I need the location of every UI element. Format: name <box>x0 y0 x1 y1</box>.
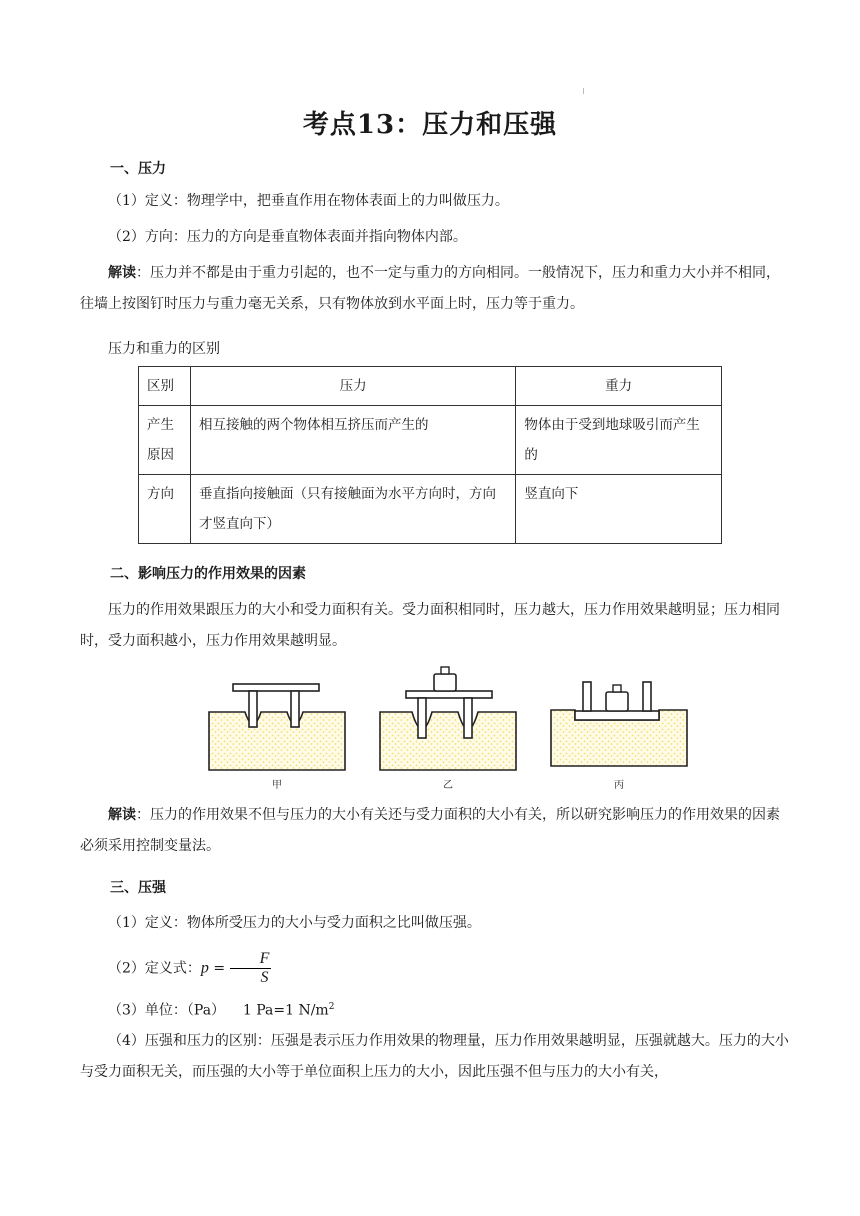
intensity-definition: （1）定义：物体所受压力的大小与受力面积之比叫做压强。 <box>108 915 481 931</box>
factors-text: 压力的作用效果跟压力的大小和受力面积有关。受力面积相同时，压力越大，压力作用效果越明显；压力相同时，受力面积越小，压力作用效果越明显。 <box>80 602 780 649</box>
pressure-definition: （1）定义：物理学中，把垂直作用在物体表面上的力叫做压力。 <box>108 193 509 209</box>
page-title: 考点13：压力和压强 <box>302 110 558 140</box>
table-cell: 物体由于受到地球吸引而产生的 <box>516 406 722 475</box>
figure-bing <box>551 682 687 791</box>
table-cell: 竖直向下 <box>516 475 722 544</box>
table-cell: 产生原因 <box>139 406 191 475</box>
table-cell: 方向 <box>139 475 191 544</box>
formula-lhs: p <box>200 959 209 977</box>
figure-yi <box>380 667 516 791</box>
table-row <box>139 406 722 475</box>
note-label: 解读 <box>108 807 136 823</box>
unit-value: 1 Pa=1 N/m <box>242 1002 329 1019</box>
figure-jia <box>209 684 345 791</box>
pressure-direction: （2）方向：压力的方向是垂直物体表面并指向物体内部。 <box>108 229 467 245</box>
figure-label: 乙 <box>443 780 453 791</box>
formula-denominator: S <box>260 969 269 986</box>
table-header-row <box>139 367 722 406</box>
pressure-note <box>80 258 790 320</box>
table-caption: 压力和重力的区别 <box>108 341 220 357</box>
experiment-figure <box>205 662 689 792</box>
intensity-difference: （4）压强和压力的区别：压强是表示压力作用效果的物理量，压力作用效果越明显，压强就越大。压力的大小与受力面积无关，而压强的大小等于单位面积上压力的大小，因此压强不但与压力的大小有关， <box>80 1033 789 1080</box>
unit-prefix: （3）单位：（Pa） <box>108 1002 226 1019</box>
intensity-formula <box>80 950 790 987</box>
note-label: 解读 <box>108 265 136 281</box>
section-heading-factors: 二、影响压力的作用效果的因素 <box>110 566 306 582</box>
formula-numerator: F <box>230 950 272 969</box>
figure-label: 甲 <box>272 780 282 791</box>
comparison-table <box>138 366 722 544</box>
table-cell: 相互接触的两个物体相互挤压而产生的 <box>190 406 515 475</box>
note-text: ：压力并不都是由于重力引起的，也不一定与重力的方向相同。一般情况下，压力和重力大小并不相同，往墙上按图钉时压力与重力毫无关系，只有物体放到水平面上时，压力等于重力。 <box>80 265 780 312</box>
unit-superscript: 2 <box>328 1002 335 1012</box>
page-mark <box>583 88 584 94</box>
note-text: ：压力的作用效果不但与压力的大小有关还与受力面积的大小有关，所以研究影响压力的作用效果的因素必须采用控制变量法。 <box>80 807 780 854</box>
formula-fraction <box>230 950 272 987</box>
figure-label: 丙 <box>614 780 624 791</box>
table-header-cell: 区别 <box>139 367 191 406</box>
table-header-cell: 重力 <box>516 367 722 406</box>
table-header-cell: 压力 <box>190 367 515 406</box>
table-row <box>139 475 722 544</box>
section-heading-pressure: 一、压力 <box>110 161 166 177</box>
formula-prefix: （2）定义式： <box>108 960 201 977</box>
section-heading-pressure-intensity: 三、压强 <box>110 880 166 896</box>
formula-eq: = <box>208 960 230 977</box>
intensity-unit <box>80 992 790 1027</box>
factors-note <box>80 800 790 862</box>
table-cell: 垂直指向接触面（只有接触面为水平方向时，方向才竖直向下） <box>190 475 515 544</box>
